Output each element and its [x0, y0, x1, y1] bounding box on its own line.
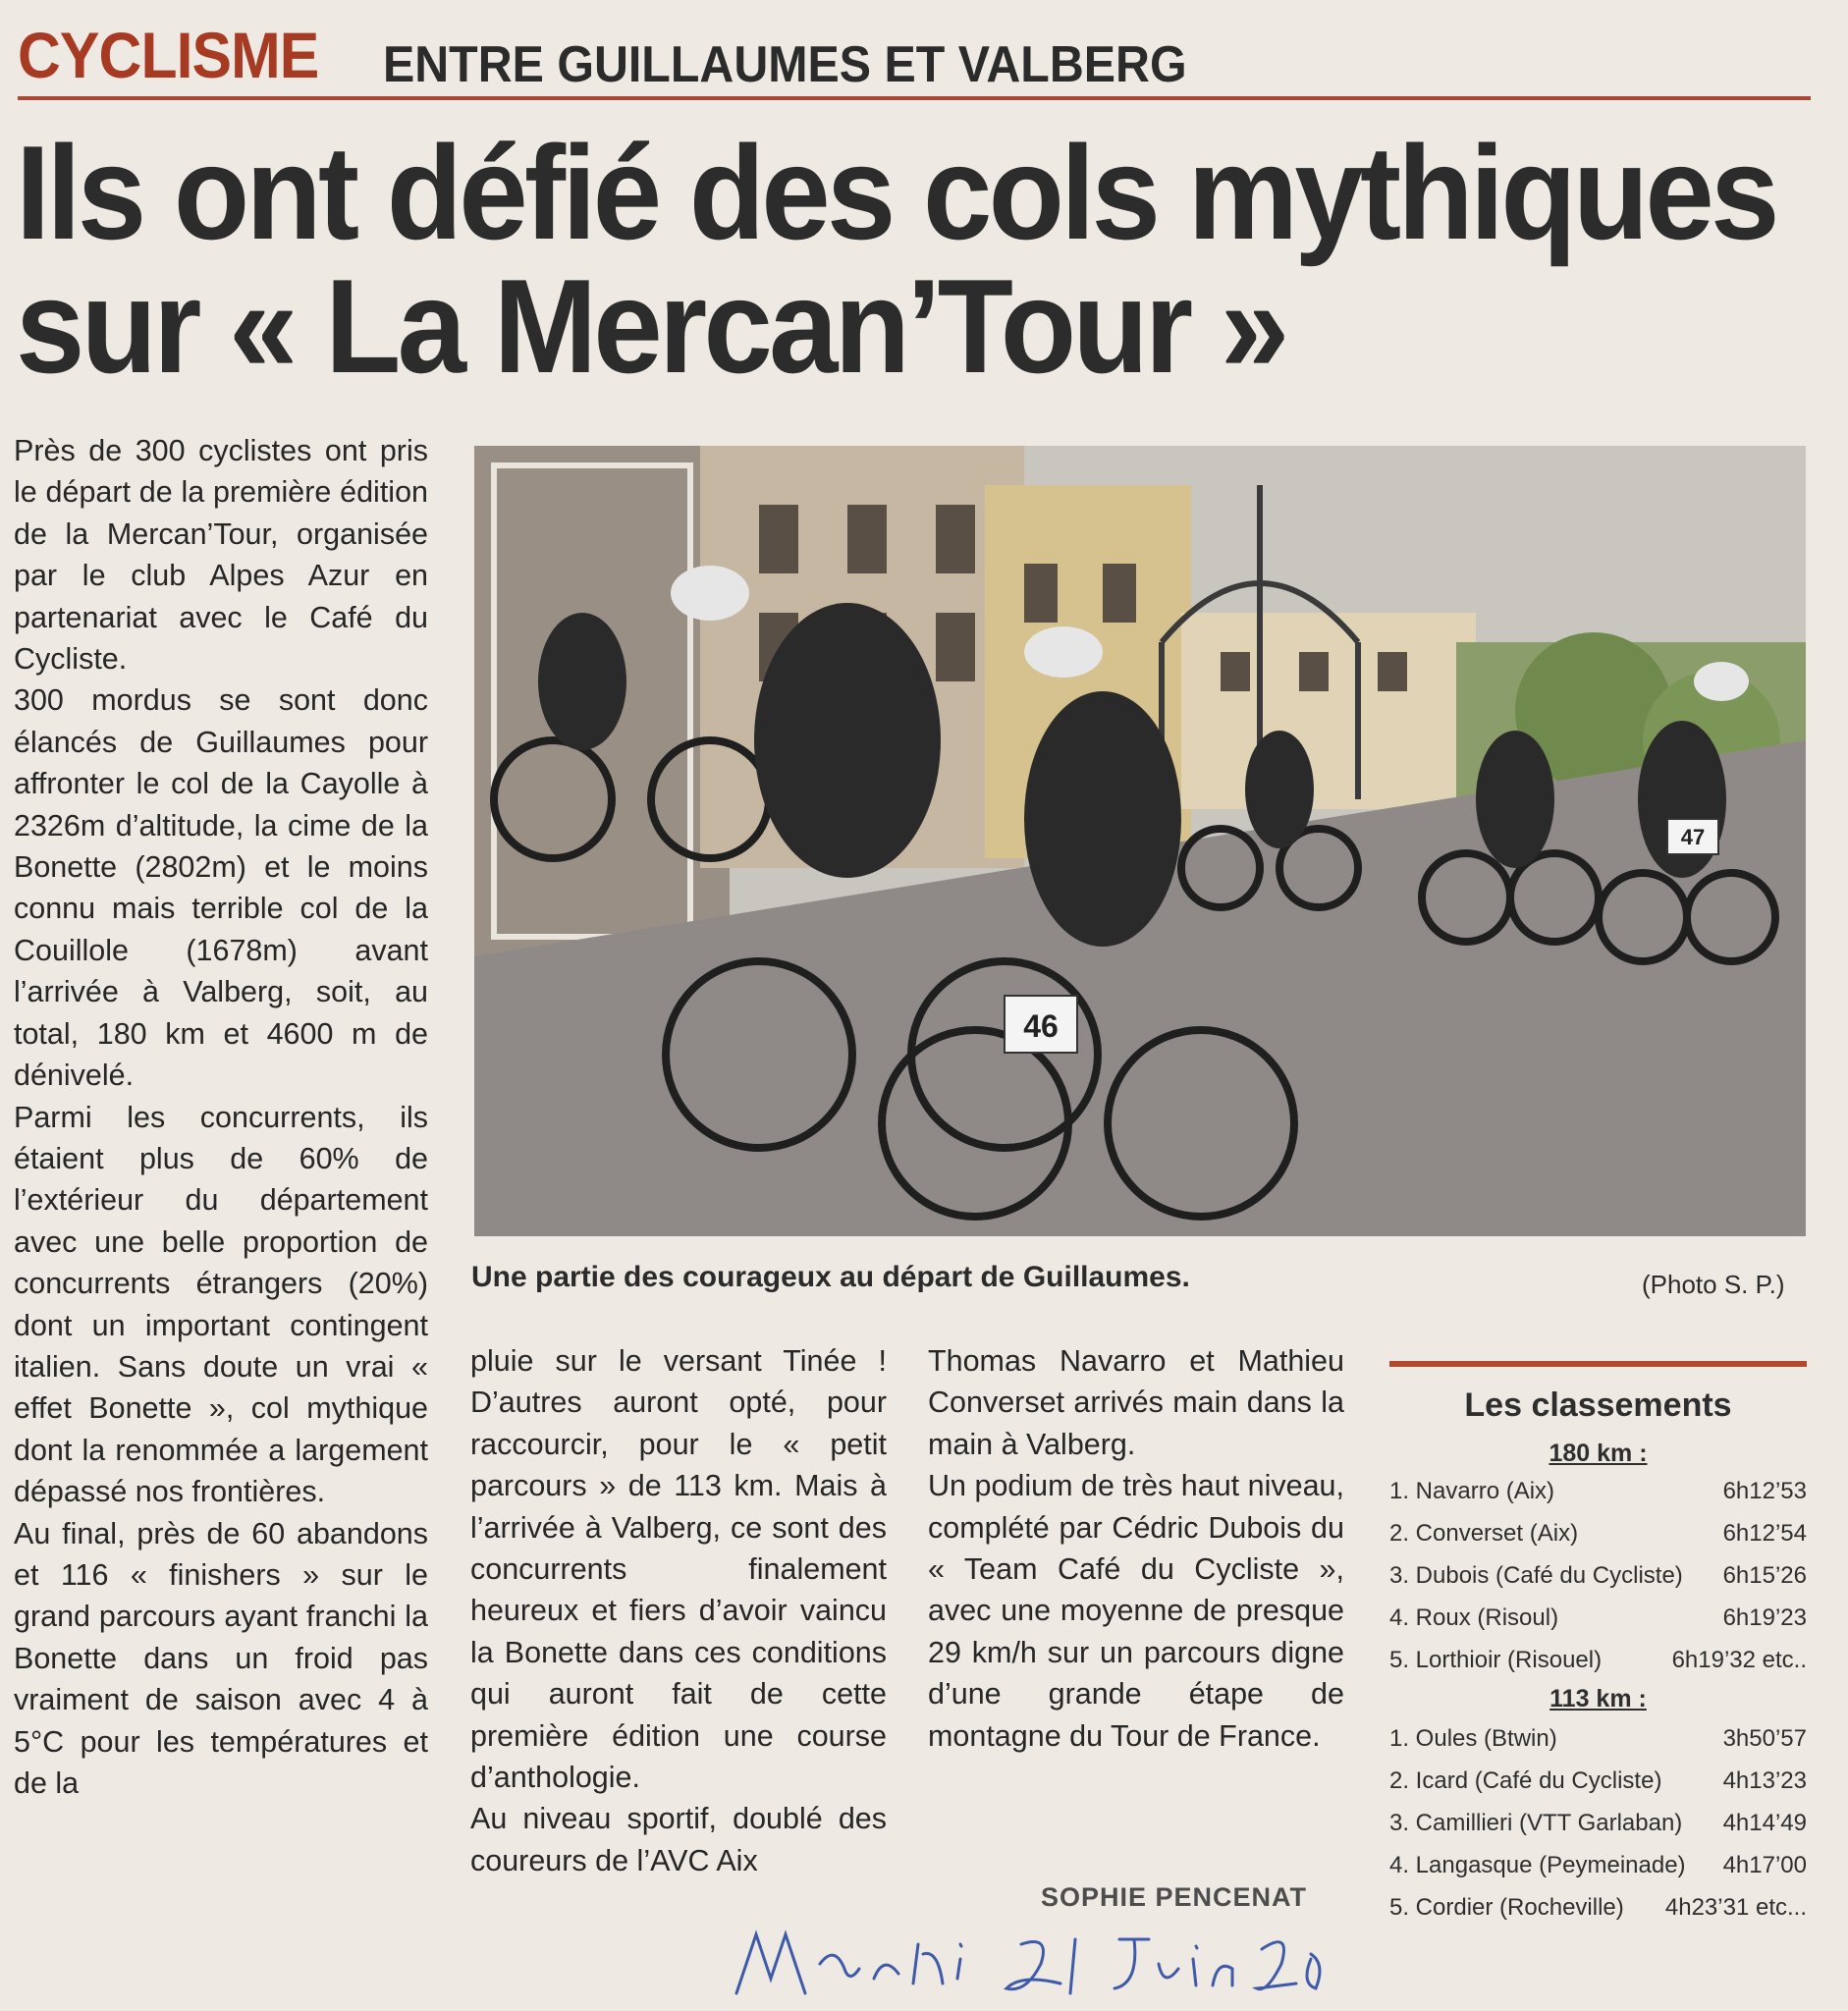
- rider-name: 3. Dubois (Café du Cycliste): [1389, 1562, 1683, 1589]
- rider-time: 6h12’53: [1722, 1478, 1807, 1504]
- rider-name: 4. Langasque (Peymeinade): [1389, 1852, 1686, 1878]
- results-category-label: 113 km :: [1549, 1685, 1647, 1712]
- photo-illustration: [474, 446, 1806, 1236]
- bib-number-right: 47: [1680, 825, 1706, 849]
- headline-line-1: Ils ont défié des cols mythiques: [16, 118, 1776, 267]
- paragraph: Au final, près de 60 abandons et 116 « finishers » sur le grand parcours ayant franchi la Bonette dans un froid pas vraiment de saison avec 4 à 5°C pour les températures et de la: [14, 1516, 428, 1800]
- rider-name: 3. Camillieri (VTT Garlaban): [1389, 1810, 1683, 1836]
- rider-name: 5. Cordier (Rocheville): [1389, 1894, 1624, 1921]
- results-row: [1389, 1894, 1807, 1924]
- paragraph: 300 mordus se sont donc élancés de Guillaumes pour affronter le col de la Cayolle à 2326m d’altitude, la cime de la Bonette (2802m) et le moins connu mais terrible col de la Couillole (1678m) avant l’arrivée à Valberg, soit, au total, 180 km et 4600 m de dénivelé.: [14, 683, 428, 1093]
- article-column-3: [928, 1340, 1344, 1757]
- rider-time: 6h19’23: [1722, 1604, 1807, 1631]
- header-rule: [18, 96, 1811, 100]
- rider-name: 1. Navarro (Aix): [1389, 1478, 1555, 1504]
- rider-time: 6h12’54: [1722, 1520, 1807, 1547]
- headline-line-2: sur « La Mercan’Tour »: [16, 251, 1286, 401]
- rider-time: 4h13’23: [1722, 1767, 1807, 1794]
- paragraph: pluie sur le versant Tinée ! D’autres auront opté, pour raccourcir, pour le « petit parcours » de 113 km. Mais à l’arrivée à Valberg, ce sont des concurrents finalement heureux et fiers d’avoir vaincu la Bonette dans ces conditions qui auront fait de cette première édition une course d’anthologie.: [470, 1344, 887, 1795]
- rider-name: 2. Converset (Aix): [1389, 1520, 1579, 1547]
- rider-name: 4. Roux (Risoul): [1389, 1604, 1559, 1631]
- results-row: [1389, 1604, 1807, 1634]
- rider-time: 3h50’57: [1722, 1725, 1807, 1752]
- photo-credit: (Photo S. P.): [1642, 1270, 1785, 1299]
- rider-time: 4h14’49: [1722, 1810, 1807, 1836]
- paragraph: Un podium de très haut niveau, complété par Cédric Dubois du « Team Café du Cycliste », avec une moyenne de presque 29 km/h sur un parcours digne d’une grande étape de montagne du Tour de France.: [928, 1469, 1344, 1753]
- photo-caption: Une partie des courageux au départ de Guillaumes.: [471, 1261, 1190, 1293]
- article-photo: [474, 446, 1806, 1236]
- paragraph: Au niveau sportif, doublé des coureurs de l’AVC Aix: [470, 1802, 887, 1877]
- results-category-label: 180 km :: [1549, 1440, 1648, 1467]
- results-row: [1389, 1767, 1807, 1797]
- paragraph: Parmi les concurrents, ils étaient plus de 60% de l’extérieur du département avec une belle proportion de concurrents étrangers (20%) dont un important contingent italien. Sans doute un vrai « effet Bonette », col mythique dont la renommée a largement dépassé nos frontières.: [14, 1100, 428, 1509]
- rider-name: 5. Lorthioir (Risouel): [1389, 1647, 1603, 1673]
- results-row: [1389, 1852, 1807, 1881]
- rider-time: 4h23’31 etc...: [1664, 1894, 1807, 1921]
- results-row: [1389, 1520, 1807, 1549]
- rider-time: 6h19’32 etc..: [1671, 1647, 1807, 1673]
- section-tag: CYCLISME: [18, 19, 319, 91]
- section-subtitle: ENTRE GUILLAUMES ET VALBERG: [383, 36, 1187, 93]
- rider-name: 2. Icard (Café du Cycliste): [1389, 1767, 1662, 1794]
- results-row: [1389, 1725, 1807, 1755]
- author-byline: SOPHIE PENCENAT: [1041, 1882, 1308, 1912]
- article-column-2: [470, 1340, 887, 1881]
- rider-name: 1. Oules (Btwin): [1389, 1725, 1557, 1752]
- paragraph: Près de 300 cyclistes ont pris le départ de la première édition de la Mercan’Tour, organisée par le club Alpes Azur en partenariat avec le Café du Cycliste.: [14, 434, 428, 677]
- results-row: [1389, 1562, 1807, 1592]
- article-column-1: [14, 430, 428, 1804]
- handwritten-date: [727, 1925, 1335, 2003]
- bib-number-main: 46: [1023, 1008, 1059, 1044]
- results-row: [1389, 1810, 1807, 1839]
- results-box-rule: [1389, 1361, 1807, 1367]
- rider-time: 6h15’26: [1722, 1562, 1807, 1589]
- handwritten-date-drawing: [727, 1925, 1335, 2003]
- results-row: [1389, 1647, 1807, 1676]
- paragraph: Thomas Navarro et Mathieu Converset arrivés main dans la main à Valberg.: [928, 1344, 1344, 1461]
- section-header: [18, 18, 1187, 96]
- results-row: [1389, 1478, 1807, 1507]
- rider-time: 4h17’00: [1722, 1852, 1807, 1878]
- results-title: Les classements: [1464, 1386, 1732, 1424]
- headline: [16, 118, 1842, 401]
